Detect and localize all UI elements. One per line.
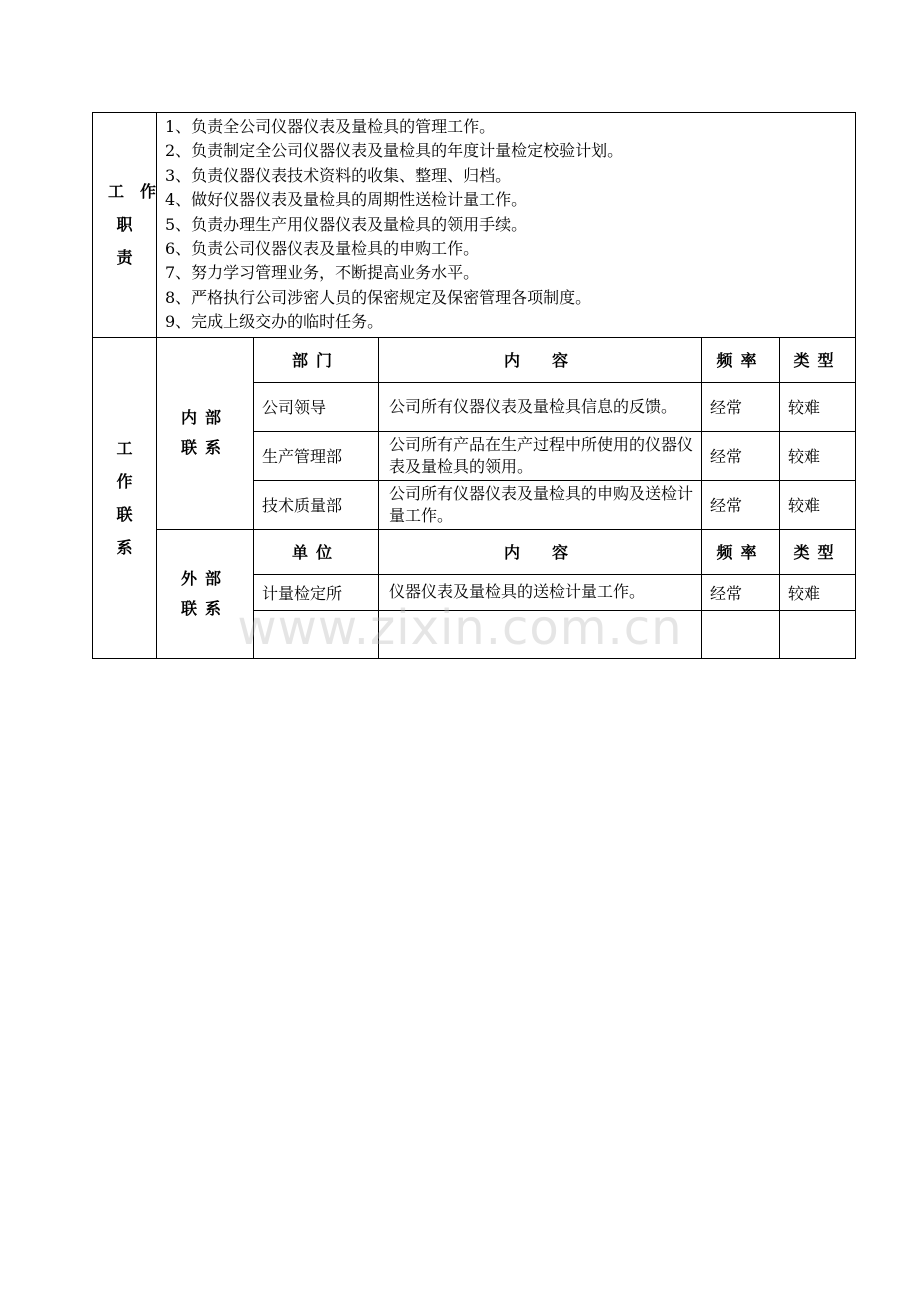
external-label-line: 联系 [180,598,229,618]
duties-row [93,113,856,338]
duty-item: 6、负责公司仪器仪表及量检具的申购工作。 [165,239,480,259]
frequency-cell: 经常 [702,480,780,529]
duties-label-line: 责 [116,248,133,268]
dept-cell: 技术质量部 [254,480,379,529]
duty-item: 5、负责办理生产用仪器仪表及量检具的领用手续。 [165,214,528,234]
content-cell: 公司所有仪器仪表及量检具的申购及送检计量工作。 [379,480,702,529]
job-description-table [92,112,856,659]
frequency-cell: 经常 [702,574,780,610]
content-cell: 公司所有仪器仪表及量检具信息的反馈。 [379,382,702,431]
content-cell [379,610,702,658]
dept-cell: 公司领导 [254,382,379,431]
contacts-label [93,337,157,658]
header-type: 类型 [780,337,856,382]
contacts-label-line: 工 [116,438,133,458]
type-cell: 较难 [780,431,856,480]
external-contacts-label [157,529,254,658]
header-dept: 部门 [254,337,379,382]
content-cell: 仪器仪表及量检具的送检计量工作。 [379,574,702,610]
contacts-label-line: 系 [116,537,133,557]
duties-label-line: 职 [116,215,133,235]
type-cell [780,610,856,658]
duty-item: 2、负责制定全公司仪器仪表及量检具的年度计量检定校验计划。 [165,141,624,161]
duty-item: 8、严格执行公司涉密人员的保密规定及保密管理各项制度。 [165,287,592,307]
type-cell: 较难 [780,574,856,610]
dept-cell: 生产管理部 [254,431,379,480]
duties-list [157,113,856,338]
header-frequency: 频率 [702,529,780,574]
header-unit: 单位 [254,529,379,574]
type-cell: 较难 [780,382,856,431]
contacts-label-line: 联 [116,504,133,524]
internal-label-line: 联系 [180,438,229,458]
external-header-row [93,529,856,574]
frequency-cell: 经常 [702,382,780,431]
duty-item: 7、努力学习管理业务，不断提高业务水平。 [165,263,480,283]
internal-contacts-label [157,337,254,529]
header-type: 类型 [780,529,856,574]
frequency-cell: 经常 [702,431,780,480]
duty-item: 3、负责仪器仪表技术资料的收集、整理、归档。 [165,165,512,185]
header-frequency: 频率 [702,337,780,382]
duty-item: 9、完成上级交办的临时任务。 [165,312,384,332]
content-cell: 公司所有产品在生产过程中所使用的仪器仪表及量检具的领用。 [379,431,702,480]
frequency-cell [702,610,780,658]
duties-label-line: 工 作 [107,182,156,202]
duties-label [93,113,157,338]
duty-item: 4、做好仪器仪表及量检具的周期性送检计量工作。 [165,190,528,210]
header-content: 内 容 [379,337,702,382]
unit-cell: 计量检定所 [254,574,379,610]
unit-cell [254,610,379,658]
internal-header-row [93,337,856,382]
watermark: www.zixin.com.cn [237,600,683,656]
internal-label-line: 内部 [180,408,229,428]
type-cell: 较难 [780,480,856,529]
header-content: 内 容 [379,529,702,574]
external-label-line: 外部 [180,568,229,588]
duty-item: 1、负责全公司仪器仪表及量检具的管理工作。 [165,117,496,136]
contacts-label-line: 作 [116,471,133,491]
